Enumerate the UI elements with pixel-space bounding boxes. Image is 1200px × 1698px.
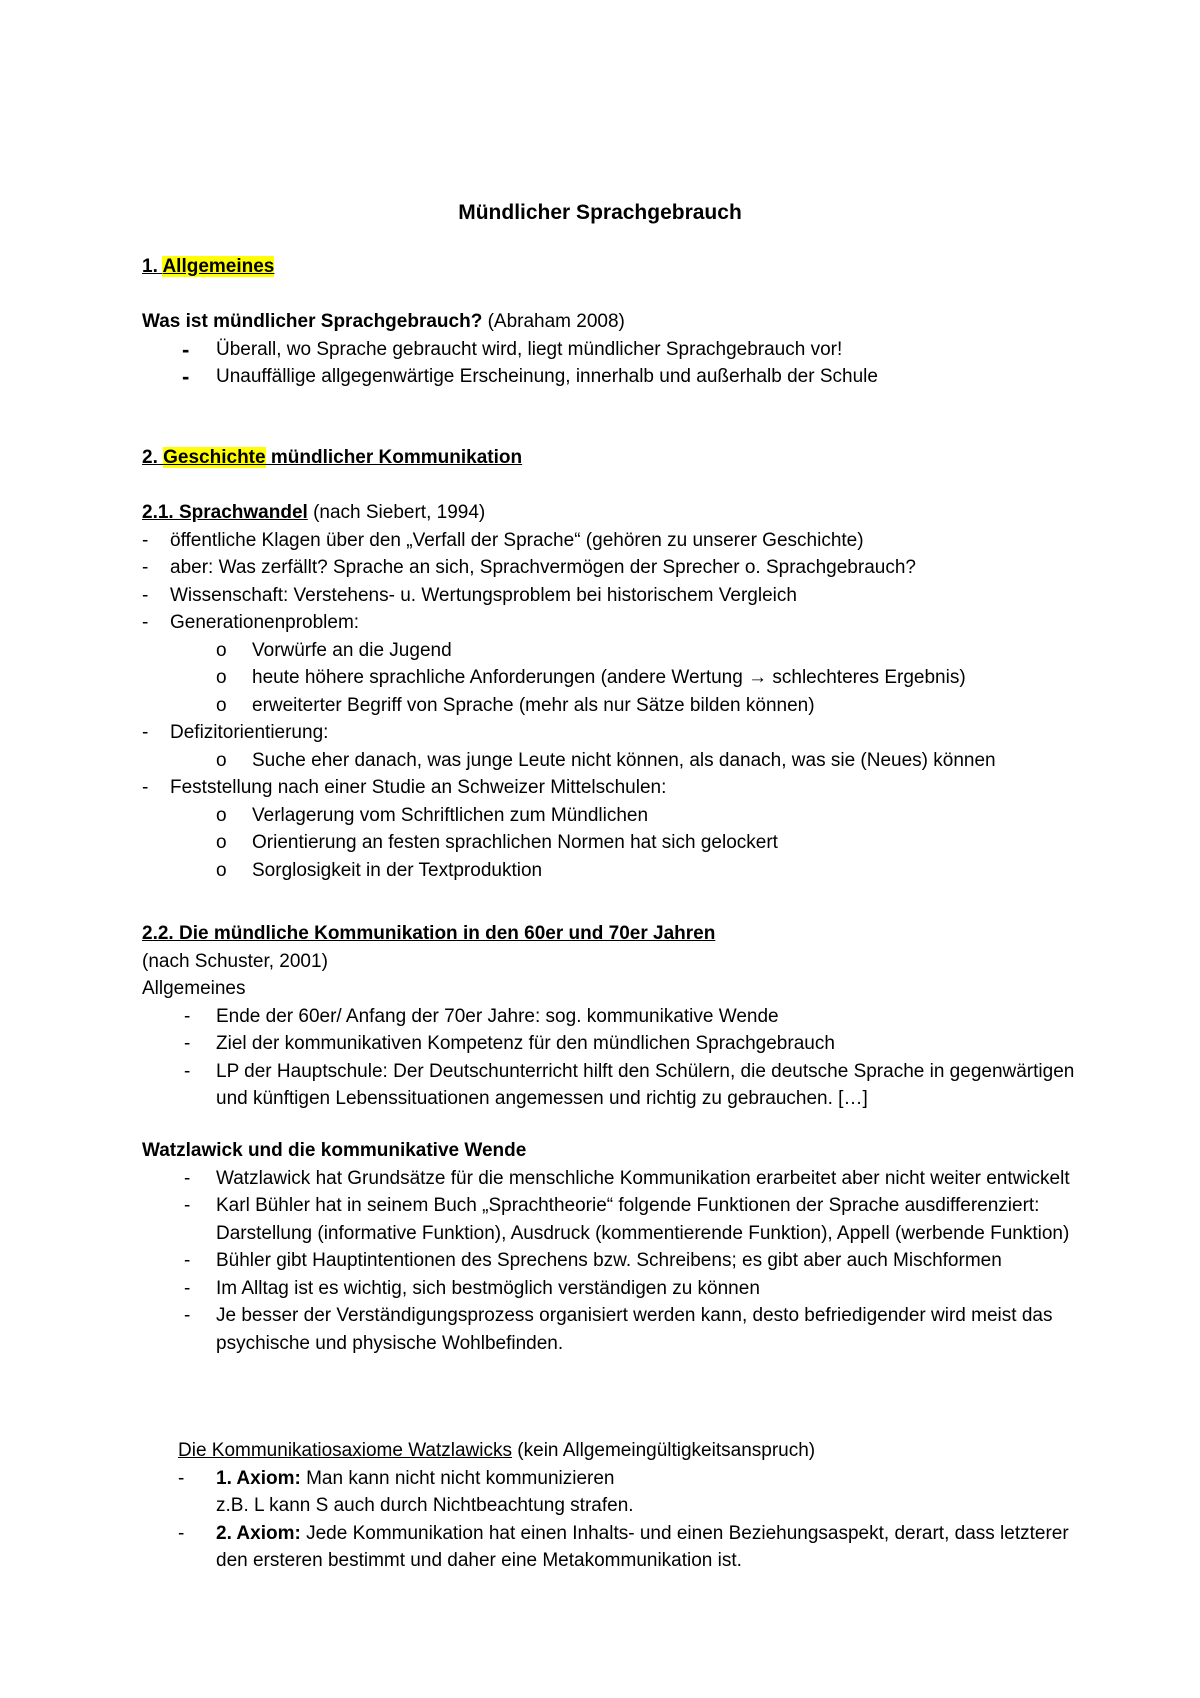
sub-list-item-text: erweiterter Begriff von Sprache (mehr als nur Sätze bilden können): [252, 694, 815, 716]
axiom-2-text: Jede Kommunikation hat einen Inhalts- und einen Beziehungsaspekt, derart, dass letzterer den ersteren bestimmt und daher eine Metakommunikation ist.: [216, 1522, 1069, 1571]
list-item-text: LP der Hauptschule: Der Deutschunterricht hilft den Schülern, die deutsche Sprache in gegenwärtigen und künftigen Lebenssituationen angemessen und richtig zu gebrauchen. […]: [216, 1060, 1075, 1109]
section-1-heading: [142, 253, 1082, 281]
list-item-text: Ende der 60er/ Anfang der 70er Jahre: sog. kommunikative Wende: [216, 1005, 779, 1027]
sub-list-item-text: Vorwürfe an die Jugend: [252, 639, 452, 661]
axiom-1-label: 1. Axiom:: [216, 1467, 301, 1489]
section-1-number: 1.: [142, 256, 158, 277]
list-item: [142, 1247, 1082, 1275]
list-item: [142, 609, 1082, 637]
list-item: [142, 1058, 1086, 1113]
axiome-section: [142, 1437, 1082, 1575]
list-item-text: Bühler gibt Hauptintentionen des Sprechens bzw. Schreibens; es gibt aber auch Mischformen: [216, 1250, 1002, 1271]
sub-list-item-text: Suche eher danach, was junge Leute nicht können, als danach, was sie (Neues) können: [252, 749, 996, 771]
section-1-title: Allgemeines: [162, 256, 275, 277]
sub-list-item: [142, 829, 1082, 857]
sub-list-item: [142, 747, 1082, 775]
dash-bullet-icon: -: [184, 1167, 191, 1189]
axiom-1-text: Man kann nicht nicht kommunizieren: [300, 1467, 615, 1489]
section-2-2-heading: 2.2. Die mündliche Kommunikation in den 60er und 70er Jahren: [142, 923, 716, 944]
dash-bullet-icon: -: [184, 1033, 191, 1054]
axiom-1: [142, 1465, 1082, 1493]
list-item: [142, 527, 1082, 555]
list-item-text: Wissenschaft: Verstehens- u. Wertungsproblem bei historischem Vergleich: [170, 584, 797, 606]
list-item-text: Defizitorientierung:: [170, 722, 329, 743]
axiome-note: (kein Allgemeingültigkeitsanspruch): [512, 1440, 816, 1461]
list-item-text: Generationenproblem:: [170, 612, 360, 633]
list-item-text: öffentliche Klagen über den „Verfall der Sprache“ (gehören zu unserer Geschichte): [170, 529, 864, 551]
dash-bullet-icon: -: [184, 1060, 191, 1082]
sub-list-item-text: schlechteres Ergebnis): [767, 667, 966, 688]
section-2-1-title: 2.1. Sprachwandel: [142, 502, 308, 523]
axiome-title: Die Kommunikatiosaxiome Watzlawicks: [178, 1440, 513, 1461]
question-text: Was ist mündlicher Sprachgebrauch?: [142, 311, 483, 332]
list-item: [142, 1192, 1086, 1247]
list-item-text: Karl Bühler hat in seinem Buch „Sprachtheorie“ folgende Funktionen der Sprache ausdifferenziert: Darstellung (informative Funktion), Ausdruck (kommentierende Funktion), Appell (werbende Funktion): [216, 1195, 1070, 1244]
list-item-text: Je besser der Verständigungsprozess organisiert werden kann, desto befriedigender wird meist das psychische und physische Wohlbefinden.: [216, 1305, 1053, 1354]
section-2-2-subheading: Allgemeines: [142, 978, 246, 999]
list-item: [142, 1003, 1082, 1031]
list-item: [142, 1030, 1082, 1058]
list-item: [142, 1302, 1086, 1357]
sub-list-item: [142, 664, 1082, 692]
sub-list-item: [142, 857, 1082, 885]
axiom-2-label: 2. Axiom:: [216, 1522, 301, 1544]
section-2-1: [142, 499, 1082, 884]
circle-bullet-icon: o: [216, 804, 227, 826]
section-2-2: [142, 920, 1082, 1113]
axiom-1-example: z.B. L kann S auch durch Nichtbeachtung strafen.: [216, 1495, 634, 1516]
dash-bullet-icon: -: [142, 529, 149, 551]
sub-list-item-text: Sorglosigkeit in der Textproduktion: [252, 859, 543, 881]
list-item-text: Unauffällige allgegenwärtige Erscheinung, innerhalb und außerhalb der Schule: [216, 366, 878, 387]
list-item-text: Überall, wo Sprache gebraucht wird, liegt mündlicher Sprachgebrauch vor!: [216, 338, 843, 360]
question-line: [142, 308, 1082, 336]
list-item: [142, 1165, 1086, 1193]
sub-list-item: [142, 692, 1082, 720]
sub-list-item-text: Verlagerung vom Schriftlichen zum Mündlichen: [252, 804, 649, 826]
question-source: (Abraham 2008): [482, 311, 625, 332]
axiom-2: [142, 1520, 1082, 1575]
list-item: [142, 554, 1082, 582]
list-item-text: Ziel der kommunikativen Kompetenz für den mündlichen Sprachgebrauch: [216, 1033, 835, 1054]
dash-bullet-icon: -: [142, 612, 149, 633]
section-2-highlight: Geschichte: [163, 447, 266, 468]
sub-list-item-text: heute höhere sprachliche Anforderungen (andere Wertung: [252, 667, 749, 688]
document-title: Mündlicher Sprachgebrauch: [458, 201, 742, 224]
section-2-title-rest: mündlicher Kommunikation: [265, 447, 523, 468]
axiome-heading: [142, 1437, 1082, 1465]
section-1-question: [142, 308, 1082, 391]
dash-bullet-icon: -: [178, 1467, 185, 1489]
dash-bullet-icon: -: [142, 722, 149, 743]
list-item: [142, 774, 1082, 802]
dash-bullet-icon: -: [184, 1195, 191, 1216]
section-2-1-source: (nach Siebert, 1994): [307, 502, 486, 523]
dash-bullet-icon: -: [142, 777, 149, 798]
section-2-2-source: (nach Schuster, 2001): [142, 950, 328, 972]
section-2-1-heading: [142, 499, 1082, 527]
circle-bullet-icon: o: [216, 639, 227, 661]
circle-bullet-icon: o: [216, 749, 227, 771]
dash-bullet-icon: -: [142, 557, 149, 578]
dash-bullet-icon: -: [184, 1277, 191, 1299]
section-2: [142, 444, 1082, 472]
list-item-text: Feststellung nach einer Studie an Schweizer Mittelschulen:: [170, 777, 667, 798]
circle-bullet-icon: o: [216, 694, 227, 716]
list-item: [142, 1275, 1082, 1303]
section-2-number: 2.: [142, 447, 158, 468]
watzlawick-heading: Watzlawick und die kommunikative Wende: [142, 1140, 527, 1161]
list-item: [142, 363, 1082, 391]
dash-bullet-icon: -: [182, 336, 190, 362]
circle-bullet-icon: o: [216, 859, 227, 881]
dash-bullet-icon: -: [182, 364, 190, 389]
list-item-text: aber: Was zerfällt? Sprache an sich, Sprachvermögen der Sprecher o. Sprachgebrauch?: [170, 557, 916, 578]
watzlawick-section: [142, 1137, 1082, 1357]
dash-bullet-icon: -: [178, 1522, 185, 1544]
dash-bullet-icon: -: [184, 1305, 191, 1326]
dash-bullet-icon: -: [184, 1250, 191, 1271]
sub-list-item-text: Orientierung an festen sprachlichen Normen hat sich gelockert: [252, 832, 778, 853]
section-1: [142, 253, 1082, 281]
list-item-text: Im Alltag ist es wichtig, sich bestmöglich verständigen zu können: [216, 1277, 760, 1299]
dash-bullet-icon: -: [142, 584, 149, 606]
circle-bullet-icon: o: [216, 832, 227, 853]
section-2-heading: [142, 444, 1082, 472]
list-item: [142, 719, 1082, 747]
list-item: [142, 582, 1082, 610]
dash-bullet-icon: -: [184, 1005, 191, 1027]
list-item-text: Watzlawick hat Grundsätze für die menschliche Kommunikation erarbeitet aber nicht weiter entwickelt: [216, 1167, 1070, 1189]
sub-list-item: [142, 802, 1082, 830]
list-item: [142, 336, 1082, 364]
circle-bullet-icon: o: [216, 667, 227, 688]
arrow-right-icon: →: [748, 667, 768, 688]
sub-list-item: [142, 637, 1082, 665]
